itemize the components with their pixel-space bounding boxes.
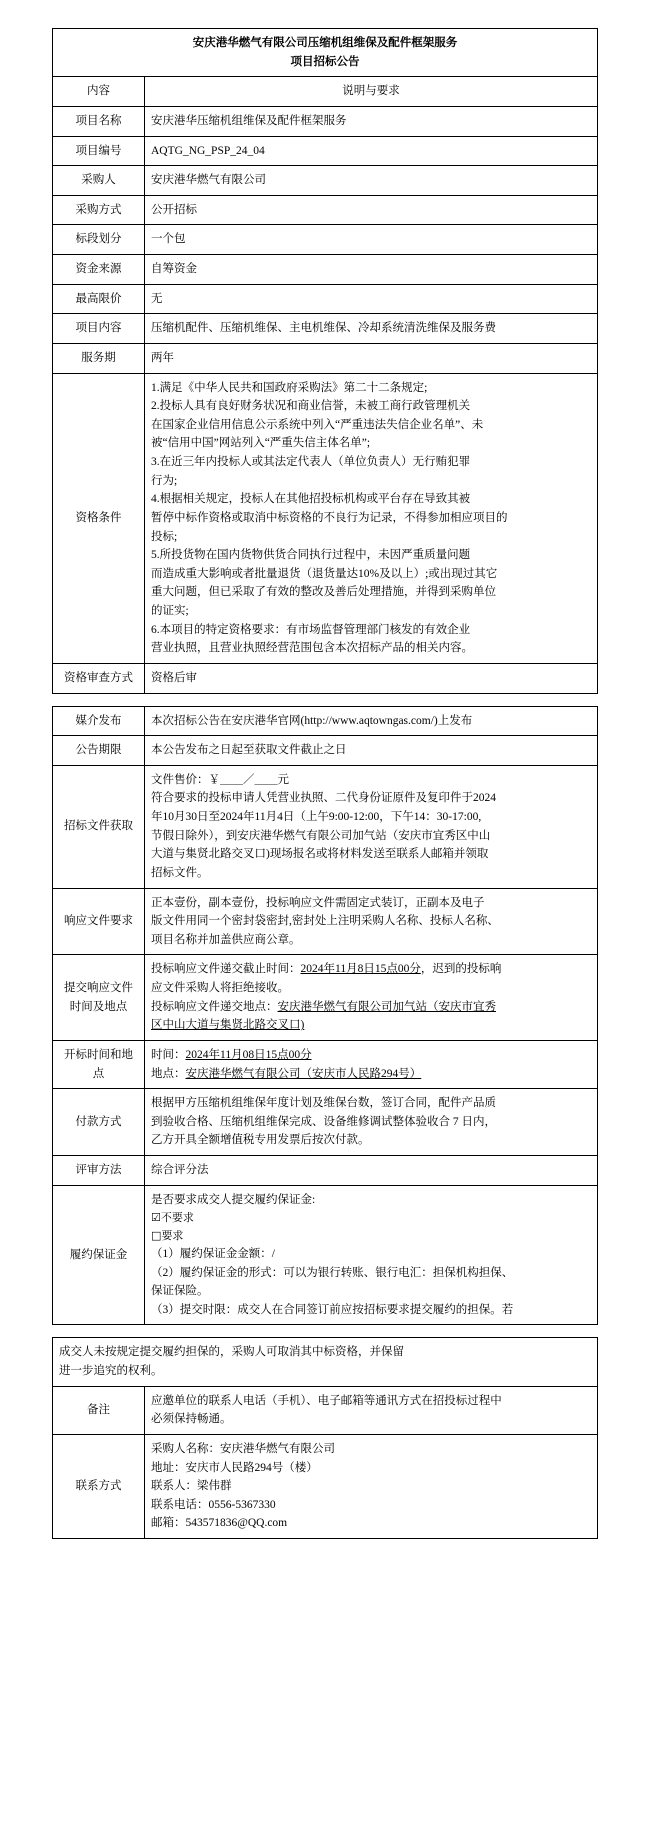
table-row xyxy=(53,284,598,314)
row-label: 项目内容 xyxy=(53,314,145,344)
row-label: 项目编号 xyxy=(53,136,145,166)
qualification-line: 6.本项目的特定资格要求：有市场监督管理部门核发的有效企业 xyxy=(151,623,471,636)
row-label: 媒介发布 xyxy=(53,706,145,736)
row-label: 资格条件 xyxy=(53,373,145,663)
contact-phone: 联系电话：0556-5367330 xyxy=(151,1498,276,1511)
row-value: 本次招标公告在安庆港华官网(http://www.aqtowngas.com/)上发布 xyxy=(145,706,598,736)
table-row xyxy=(53,1156,598,1186)
text-prefix: 时间： xyxy=(151,1048,186,1061)
table-row xyxy=(53,663,598,693)
text-line: 文件售价：￥＿＿／＿＿元 xyxy=(151,773,289,786)
header-description: 说明与要求 xyxy=(145,77,598,107)
row-value xyxy=(145,955,598,1041)
row-value xyxy=(145,1040,598,1088)
text-line: 应文件采购人将拒绝接收。 xyxy=(151,982,289,994)
row-value: 一个包 xyxy=(145,225,598,255)
table-row-doc-acquisition xyxy=(53,765,598,888)
qualification-line: 在国家企业信用信息公示系统中列入“严重违法失信企业名单”、未 xyxy=(151,418,484,431)
row-value: 无 xyxy=(145,284,598,314)
row-label: 开标时间和地点 xyxy=(53,1040,145,1088)
row-label: 公告期限 xyxy=(53,736,145,766)
qualification-line: 的证实; xyxy=(151,605,189,617)
text-line: （1）履约保证金金额：/ xyxy=(151,1247,275,1260)
table-row xyxy=(53,106,598,136)
row-value: 安庆港华压缩机组维保及配件框架服务 xyxy=(145,106,598,136)
text-prefix: 地点： xyxy=(151,1067,186,1080)
qualification-line: 2.投标人具有良好财务状况和商业信誉，未被工商行政管理机关 xyxy=(151,400,471,413)
contact-person: 联系人：梁伟群 xyxy=(151,1480,232,1493)
row-value xyxy=(145,1185,598,1325)
row-label: 响应文件要求 xyxy=(53,888,145,955)
checkbox-not-required[interactable]: ☑不要求 xyxy=(151,1211,194,1225)
text-line: 年10月30日至2024年11月4日（上午9:00-12:00，下午14：30-17:00, xyxy=(151,811,482,823)
row-label: 联系方式 xyxy=(53,1434,145,1538)
contact-address: 地址：安庆市人民路294号（楼） xyxy=(151,1461,318,1474)
submission-location-cont: 区中山大道与集贤北路交叉口) xyxy=(151,1019,305,1032)
contact-email: 邮箱：543571836@QQ.com xyxy=(151,1517,288,1530)
text-line: 根据甲方压缩机组维保年度计划及维保台数，签订合同，配件产品质 xyxy=(151,1097,496,1110)
table-row-qualification xyxy=(53,373,598,663)
table-row-payment xyxy=(53,1089,598,1156)
qualification-line: 4.根据相关规定，投标人在其他招投标机构或平台存在导致其被 xyxy=(151,493,471,506)
text-line: 是否要求成交人提交履约保证金: xyxy=(151,1193,316,1206)
title-row xyxy=(53,29,598,77)
performance-bond-continuation xyxy=(53,1338,598,1386)
qualification-line: 1.满足《中华人民共和国政府采购法》第二十二条规定; xyxy=(151,381,428,394)
table-row-bid-opening xyxy=(53,1040,598,1088)
row-label: 采购方式 xyxy=(53,195,145,225)
row-value: 压缩机配件、压缩机维保、主电机维保、冷却系统清洗维保及服务费 xyxy=(145,314,598,344)
row-value: AQTG_NG_PSP_24_04 xyxy=(145,136,598,166)
block-spacer xyxy=(52,1325,598,1337)
text-line xyxy=(151,1046,591,1065)
contact-purchaser-name: 采购人名称：安庆港华燃气有限公司 xyxy=(151,1442,335,1455)
text-line: 招标文件。 xyxy=(151,866,209,879)
row-label: 付款方式 xyxy=(53,1089,145,1156)
deadline-datetime: 2024年11月8日15点00分 xyxy=(300,963,421,976)
text-line xyxy=(151,998,591,1017)
row-value: 两年 xyxy=(145,343,598,373)
qualification-line: 行为; xyxy=(151,474,178,487)
row-label: 履约保证金 xyxy=(53,1185,145,1325)
table-row xyxy=(53,706,598,736)
table-row xyxy=(53,195,598,225)
text-line: 进一步追究的权利。 xyxy=(59,1365,163,1377)
row-label: 项目名称 xyxy=(53,106,145,136)
table-row xyxy=(53,136,598,166)
text-tail: ，迟到的投标响 xyxy=(420,963,502,976)
text-line: 成交人未按规定提交履约担保的，采购人可取消其中标资格，并保留 xyxy=(59,1346,404,1359)
row-label: 标段划分 xyxy=(53,225,145,255)
table-row xyxy=(53,225,598,255)
submission-location: 安庆港华燃气有限公司加气站（安庆市宜秀 xyxy=(277,1000,496,1013)
qualification-line: 而造成重大影响或者批量退货（退货量达10%及以上）;或出现过其它 xyxy=(151,567,498,580)
row-value: 自筹资金 xyxy=(145,255,598,285)
announcement-table-main xyxy=(52,28,598,694)
table-row xyxy=(53,255,598,285)
text-line: 符合要求的投标申请人凭营业执照、二代身份证原件及复印件于2024 xyxy=(151,792,496,805)
row-value xyxy=(145,765,598,888)
row-label: 服务期 xyxy=(53,343,145,373)
text-line: 节假日除外），到安庆港华燃气有限公司加气站（安庆市宜秀区中山 xyxy=(151,829,491,842)
block-spacer xyxy=(52,694,598,706)
text-line: 乙方开具全额增值税专用发票后按次付款。 xyxy=(151,1134,370,1147)
qualification-line: 5.所投货物在国内货物供货合同执行过程中，未因严重质量问题 xyxy=(151,549,471,562)
text-line xyxy=(151,1016,591,1035)
header-content: 内容 xyxy=(53,77,145,107)
row-value xyxy=(145,888,598,955)
row-label: 招标文件获取 xyxy=(53,765,145,888)
announcement-table-process xyxy=(52,706,598,1326)
qualification-conditions xyxy=(145,373,598,663)
table-row-response-doc xyxy=(53,888,598,955)
title-line-1: 安庆港华燃气有限公司压缩机组维保及配件框架服务 xyxy=(192,37,458,49)
table-header-row xyxy=(53,77,598,107)
row-label: 采购人 xyxy=(53,166,145,196)
table-row xyxy=(53,343,598,373)
row-value xyxy=(145,1089,598,1156)
row-value xyxy=(145,1434,598,1538)
text-line: 大道与集贤北路交叉口)现场报名或将材料发送至联系人邮箱并领取 xyxy=(151,848,489,861)
opening-datetime: 2024年11月08日15点00分 xyxy=(185,1048,312,1061)
text-line: 项目名称并加盖供应商公章。 xyxy=(151,933,301,946)
title-line-2: 项目招标公告 xyxy=(290,55,360,68)
text-line: （3）提交时限：成交人在合同签订前应按招标要求提交履约的担保。若 xyxy=(151,1303,514,1316)
row-label: 资格审查方式 xyxy=(53,663,145,693)
table-row-submission xyxy=(53,955,598,1041)
row-value: 综合评分法 xyxy=(145,1156,598,1186)
qualification-line: 3.在近三年内投标人或其法定代表人（单位负责人）无行贿犯罪 xyxy=(151,456,471,468)
row-value: 公开招标 xyxy=(145,195,598,225)
text-line: 版文件用同一个密封袋密封,密封处上注明采购人名称、投标人名称、 xyxy=(151,915,499,928)
table-row-contact xyxy=(53,1434,598,1538)
qualification-line: 暂停中标作资格或取消中标资格的不良行为记录，不得参加相应项目的 xyxy=(151,511,508,524)
qualification-line: 投标; xyxy=(151,530,178,543)
text-line: 必须保持畅通。 xyxy=(151,1413,232,1426)
table-row xyxy=(53,166,598,196)
qualification-line: 重大问题，但已采取了有效的整改及善后处理措施，并得到采购单位 xyxy=(151,586,496,599)
qualification-line: 营业执照，且营业执照经营范围包含本次招标产品的相关内容。 xyxy=(151,642,473,655)
text-line: 到验收合格、压缩机组维保完成、设备维修调试整体验收合 7 日内， xyxy=(151,1115,496,1128)
text-line xyxy=(151,960,591,979)
announcement-table-contact xyxy=(52,1337,598,1539)
table-row-remark xyxy=(53,1386,598,1434)
opening-location: 安庆港华燃气有限公司（安庆市人民路294号） xyxy=(185,1067,422,1080)
table-row-performance-bond xyxy=(53,1185,598,1325)
text-prefix: 投标响应文件递交地点： xyxy=(151,1000,278,1013)
checkbox-required[interactable]: □要求 xyxy=(151,1229,184,1243)
row-value xyxy=(145,1386,598,1434)
text-line: 保证保险。 xyxy=(151,1285,209,1298)
document-title xyxy=(53,29,598,77)
row-value: 安庆港华燃气有限公司 xyxy=(145,166,598,196)
row-label: 提交响应文件时间及地点 xyxy=(53,955,145,1041)
text-line: 应邀单位的联系人电话（手机）、电子邮箱等通讯方式在招投标过程中 xyxy=(151,1394,502,1407)
row-label: 最高限价 xyxy=(53,284,145,314)
text-line xyxy=(151,1065,591,1084)
table-row xyxy=(53,736,598,766)
row-value: 资格后审 xyxy=(145,663,598,693)
text-prefix: 投标响应文件递交截止时间： xyxy=(151,963,301,976)
row-value: 本公告发布之日起至获取文件截止之日 xyxy=(145,736,598,766)
text-line: 正本壹份，副本壹份，投标响应文件需固定式装订，正副本及电子 xyxy=(151,896,485,909)
row-label: 评审方法 xyxy=(53,1156,145,1186)
text-line: （2）履约保证金的形式：可以为银行转账、银行电汇：担保机构担保、 xyxy=(151,1266,514,1279)
row-label: 资金来源 xyxy=(53,255,145,285)
table-row xyxy=(53,314,598,344)
qualification-line: 被“信用中国”网站列入“严重失信主体名单”; xyxy=(151,437,371,450)
row-label: 备注 xyxy=(53,1386,145,1434)
table-row-continuation xyxy=(53,1338,598,1386)
